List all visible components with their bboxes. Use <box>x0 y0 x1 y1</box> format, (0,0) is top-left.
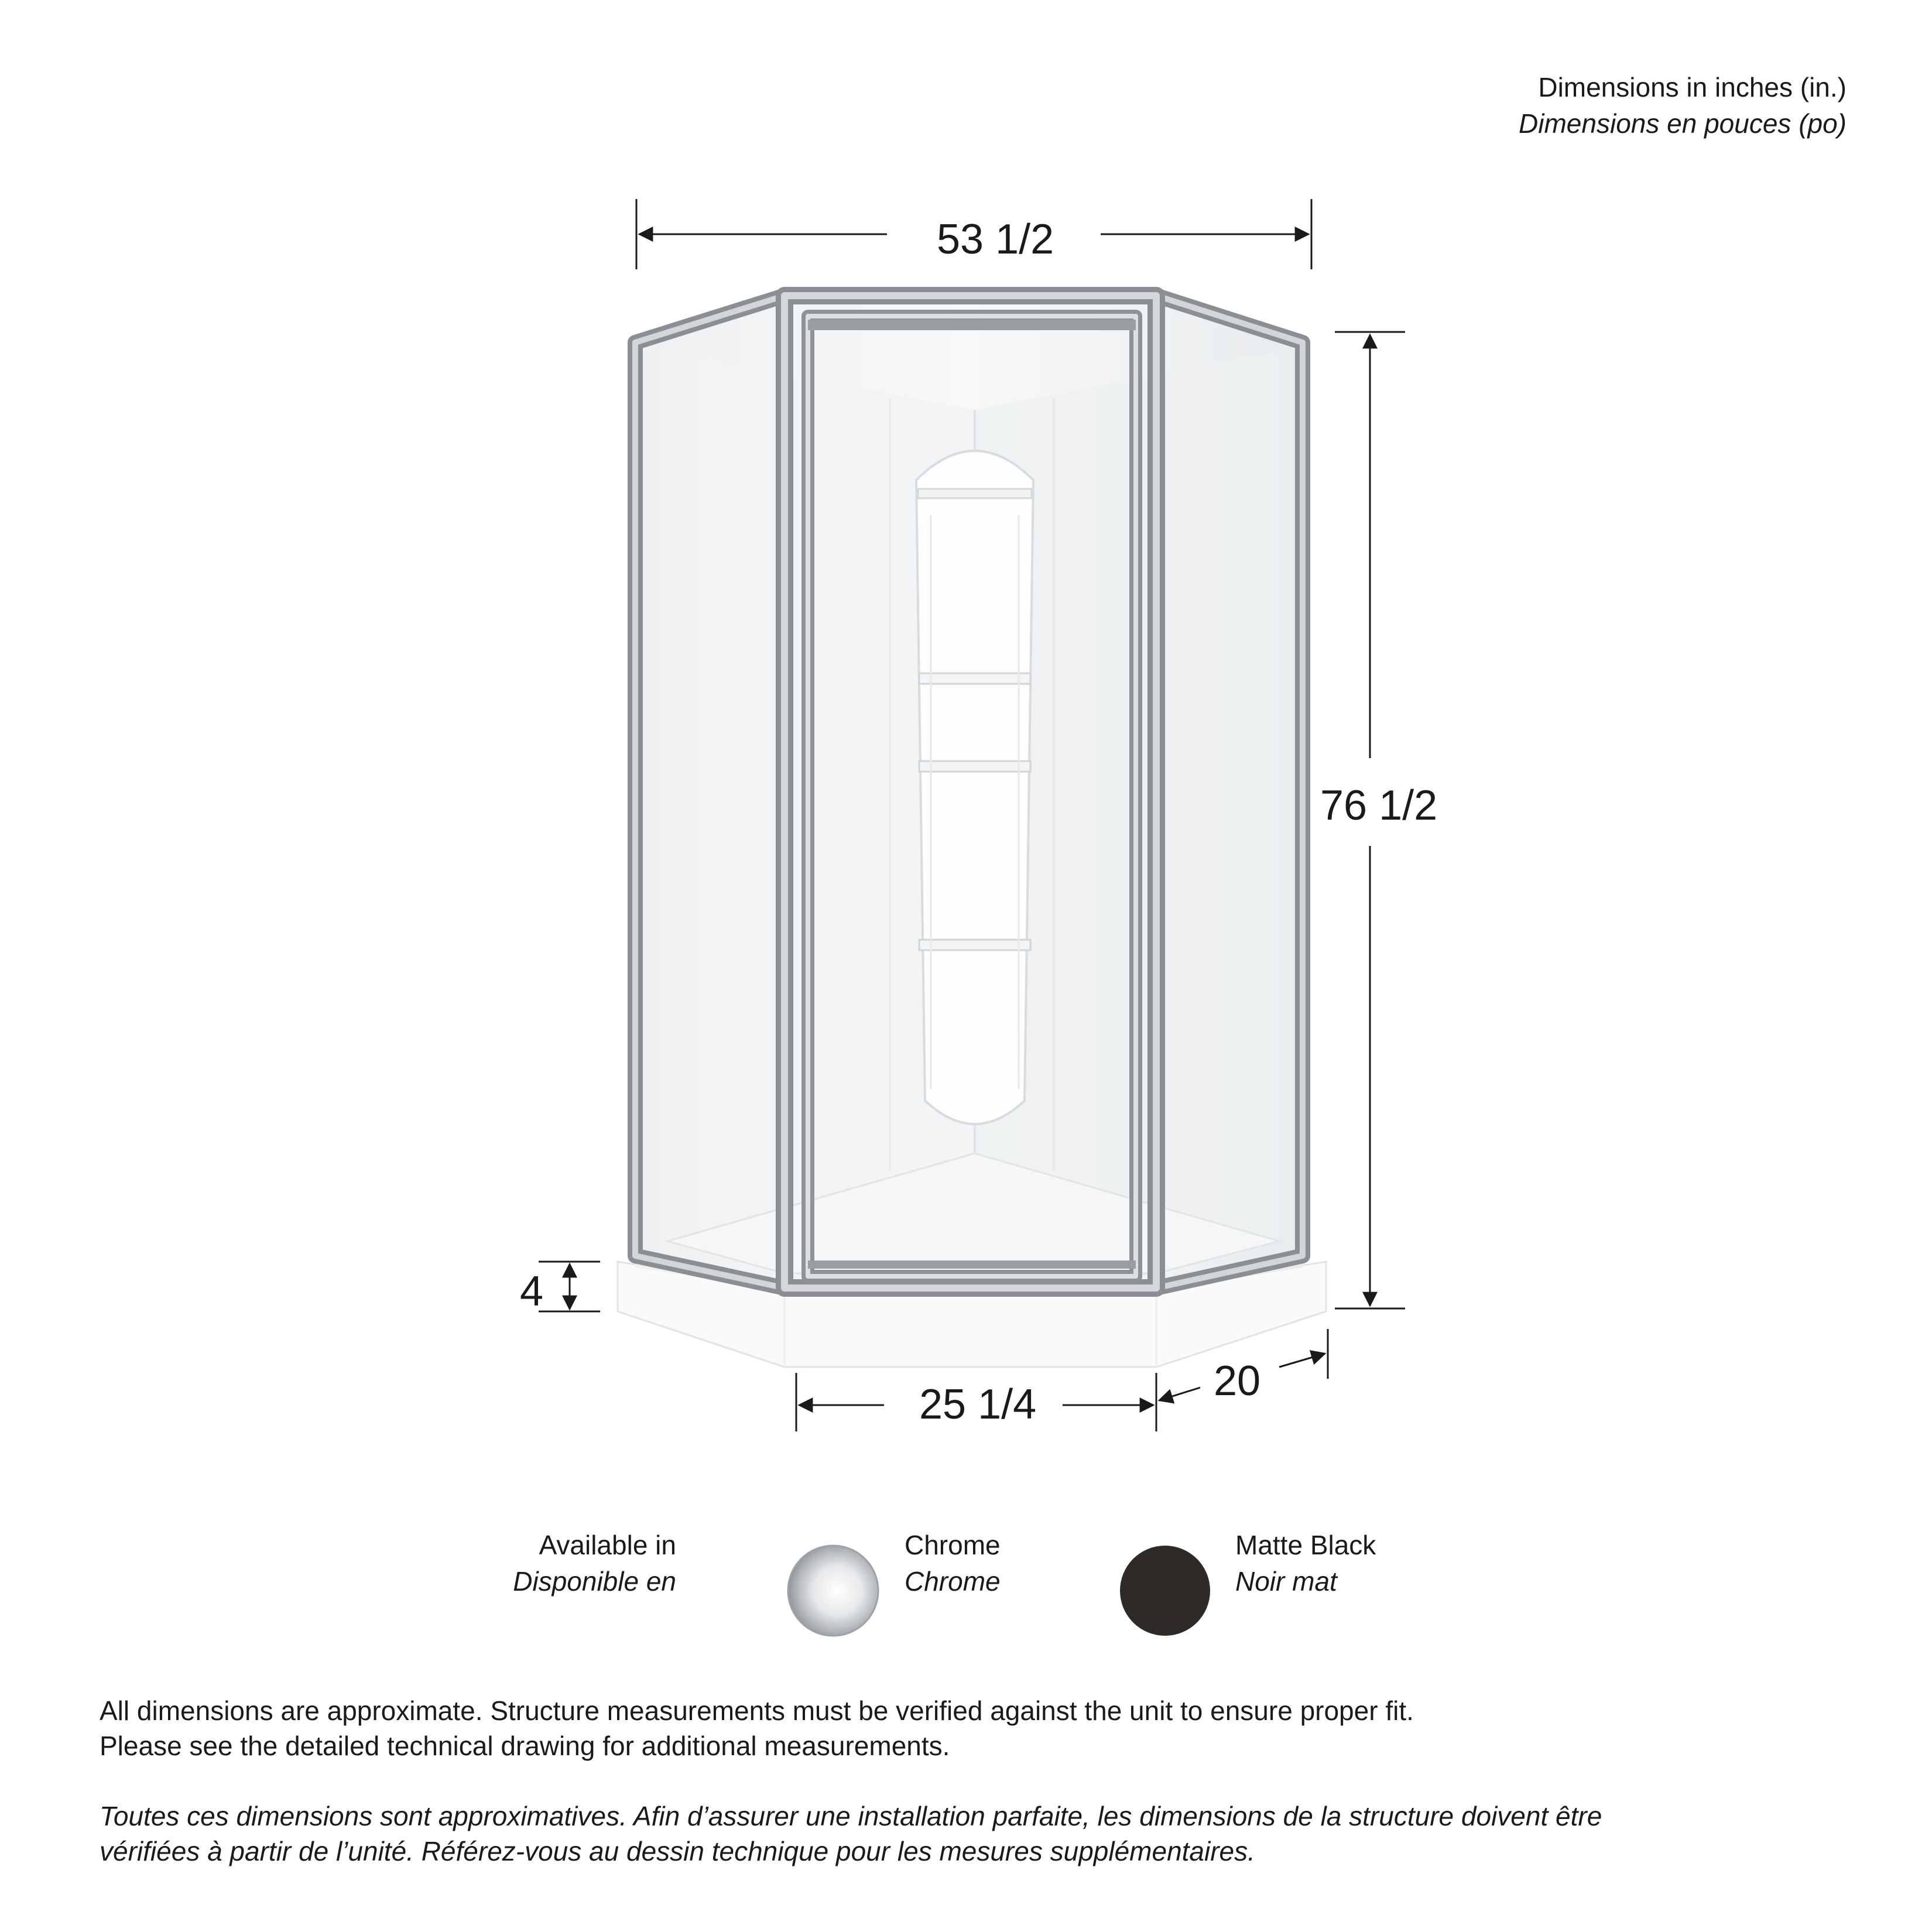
shower-enclosure <box>635 293 1303 1291</box>
corner-shelf-column <box>916 451 1033 1124</box>
width-dimension-label: 53 1/2 <box>937 216 1054 263</box>
side-depth-dimension-label: 20 <box>1214 1358 1261 1405</box>
finish-matte-black-label-fr: Noir mat <box>1235 1566 1337 1597</box>
units-label-en: Dimensions in inches (in.) <box>1538 72 1847 102</box>
units-label-fr: Dimensions en pouces (po) <box>1519 108 1847 139</box>
note-fr-line-1: Toutes ces dimensions sont approximatives. Afin d’assurer une installation parfaite, les dimensions de la structure doivent être <box>100 1801 1602 1831</box>
note-fr-line-2: vérifiées à partir de l’unité. Référez-vous au dessin technique pour les mesures supplémentaires. <box>100 1836 1255 1866</box>
chrome-swatch-icon <box>788 1546 878 1636</box>
base-height-dimension-label: 4 <box>520 1268 544 1315</box>
note-en-line-2: Please see the detailed technical drawing for additional measurements. <box>100 1731 950 1761</box>
finish-chrome-label-en: Chrome <box>905 1530 1001 1560</box>
available-in-label-fr: Disponible en <box>513 1566 676 1597</box>
door-width-dimension-label: 25 1/4 <box>919 1381 1037 1428</box>
finish-matte-black-label-en: Matte Black <box>1235 1530 1376 1560</box>
height-dimension-label: 76 1/2 <box>1320 782 1438 829</box>
matte-black-swatch-icon <box>1120 1546 1210 1636</box>
dimension-base-lines <box>539 1262 600 1311</box>
available-in-label-en: Available in <box>539 1530 676 1560</box>
note-en-line-1: All dimensions are approximate. Structure measurements must be verified against the unit to ensure proper fit. <box>100 1695 1414 1726</box>
finish-chrome-label-fr: Chrome <box>905 1566 1001 1597</box>
